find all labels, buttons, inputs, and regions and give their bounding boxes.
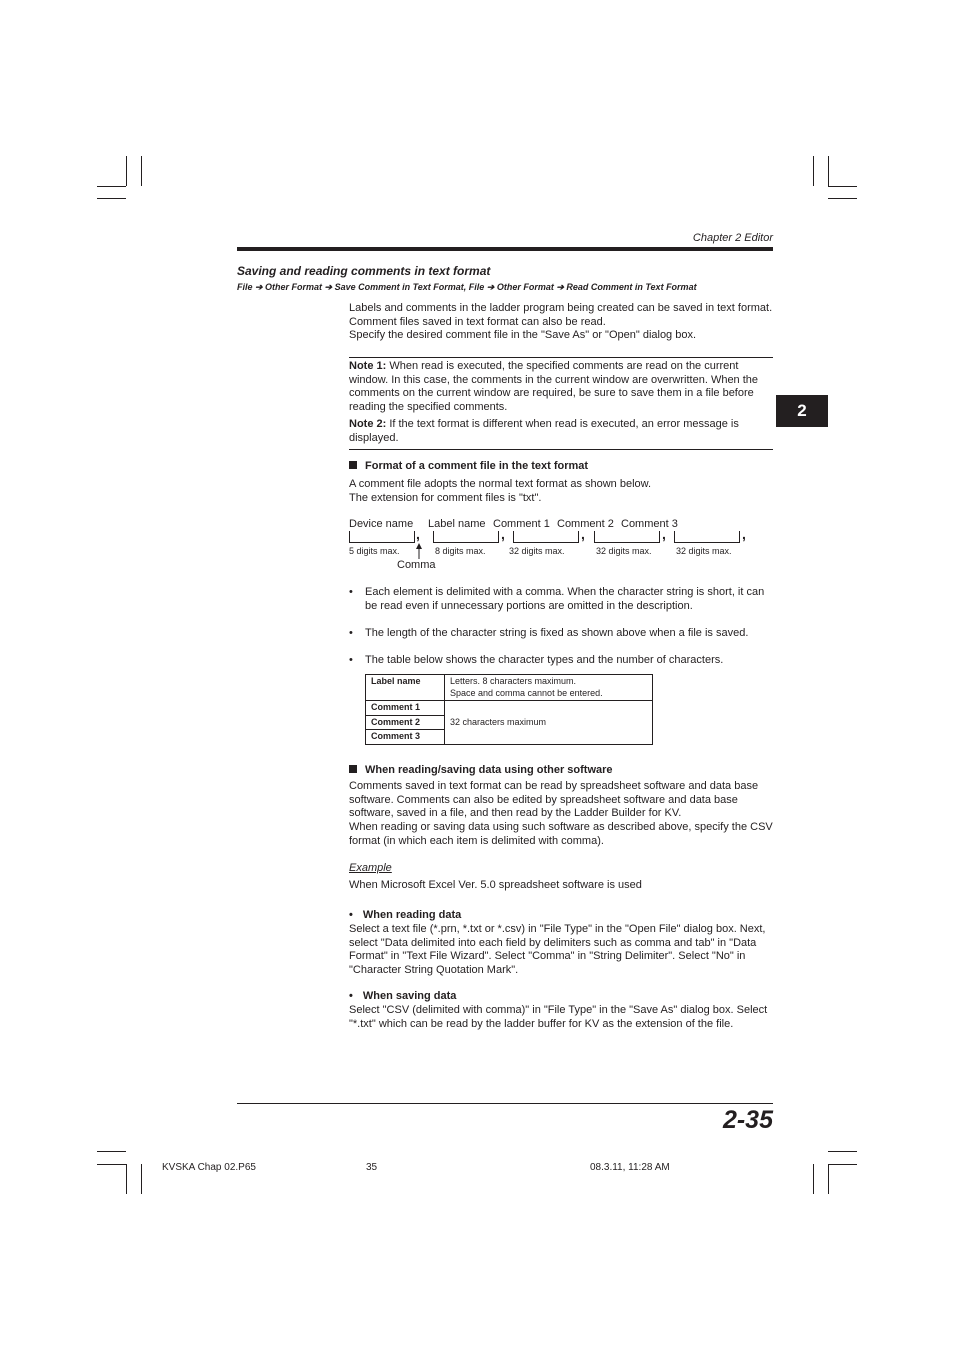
square-bullet-icon [349,461,357,469]
footer-timestamp: 08.3.11, 11:28 AM [590,1162,670,1173]
table-row [366,675,653,701]
chapter-header: Chapter 2 Editor [692,232,773,244]
field-name: Label name [428,518,486,530]
bullet-icon: • [349,586,353,598]
field-box [349,531,415,543]
comma-mark: , [742,526,746,542]
field-max: 5 digits max. [349,546,400,556]
note-1 [349,360,773,415]
bullet-text: The table below shows the character types and the number of characters. [365,654,724,666]
page-number: 2-35 [722,1106,773,1134]
field-box [513,531,579,543]
other-software-heading [349,764,613,776]
reading-heading [349,909,461,921]
comma-mark: , [501,526,505,542]
saving-heading-text: When saving data [362,990,457,1002]
table-key: Label name [366,675,445,701]
field-box [433,531,499,543]
format-heading [349,460,588,472]
table-value [445,675,653,701]
table-key: Comment 3 [366,730,445,745]
field-name: Device name [349,518,414,530]
paragraph: When reading or saving data using such software as described above, specify the CSV format (in which each item is delimited with comma). [349,821,773,847]
bullet-item [349,654,773,668]
table-key: Comment 2 [366,715,445,730]
format-description [349,478,773,505]
example-text: When Microsoft Excel Ver. 5.0 spreadsheet software is used [349,879,642,891]
square-bullet-icon [349,765,357,773]
field-name: Comment 1 [493,518,550,530]
example-label: Example [349,862,392,874]
format-heading-text: Format of a comment file in the text format [365,460,589,472]
bullet-text: The length of the character string is fixed as shown above when a file is saved. [365,627,749,639]
table-key: Comment 1 [366,701,445,716]
note-label: Note 2: [349,417,387,430]
other-software-text [349,780,773,849]
footer-file: KVSKA Chap 02.P65 [162,1162,256,1173]
bullet-item [349,627,773,641]
up-arrow-icon [414,543,424,559]
field-max: 32 digits max. [596,546,652,556]
character-table [365,674,653,745]
note-2 [349,418,773,445]
menu-path: File ➔ Other Format ➔ Save Comment in Text Format, File ➔ Other Format ➔ Read Comment in Text Format [237,282,697,292]
saving-heading [349,990,456,1002]
intro-text [349,302,773,343]
note-text: When read is executed, the specified comments are read on the current window. In this case, the comments in the current window are overwritten. When the comments on the current window are required, be sure to save them in a file before reading the specified comments. [349,360,759,414]
field-max: 32 digits max. [676,546,732,556]
footer-sheet: 35 [366,1162,378,1173]
bullet-icon: • [349,654,353,666]
notes-box [349,357,773,450]
table-value-line: Space and comma cannot be entered. [450,687,603,698]
format-line: A comment file adopts the normal text format as shown below. [349,478,652,490]
other-software-heading-text: When reading/saving data using other software [365,764,613,776]
reading-heading-text: When reading data [362,909,462,921]
saving-text: Select "CSV (delimited with comma)" in "File Type" in the "Save As" dialog box. Select "*.txt" which can be read by the ladder buffer for KV as the extension of the file. [349,1004,768,1030]
comma-label: Comma [397,559,436,571]
field-box [674,531,740,543]
comma-mark: , [662,526,666,542]
field-max: 8 digits max. [435,546,486,556]
chapter-tab: 2 [776,395,828,427]
note-label: Note 1: [349,360,387,372]
bullet-icon: • [349,909,353,921]
intro-paragraph: Labels and comments in the ladder program being created can be saved in text format. Comment files saved in text format can also be read. [349,302,773,328]
table-row [366,701,653,716]
bullet-icon: • [349,990,353,1002]
bullet-item [349,586,773,613]
format-line: The extension for comment files is "txt". [349,491,542,504]
field-name: Comment 2 [557,518,614,530]
intro-paragraph: Specify the desired comment file in the "Save As" or "Open" dialog box. [349,329,697,342]
table-value: 32 characters maximum [445,701,653,745]
bullet-icon: • [349,627,353,639]
comma-mark: , [416,526,420,542]
paragraph: Comments saved in text format can be read by spreadsheet software and data base software. Comments can also be edited by spreadsheet software and data base software, saved in a file, and then read by the Ladder Builder for KV. [349,780,759,820]
section-title: Saving and reading comments in text format [237,264,491,278]
note-text: If the text format is different when read is executed, an error message is displayed. [349,417,739,444]
bullet-text: Each element is delimited with a comma. When the character string is short, it can be read even if unnecessary portions are omitted in the description. [365,586,765,612]
comma-mark: , [581,526,585,542]
field-name: Comment 3 [621,518,678,530]
field-box [594,531,660,543]
reading-text: Select a text file (*.prn, *.txt or *.csv) in "File Type" in the "Open File" dialog box. Next, select "Data delimited into each field by delimiters such as comma and tab" in "Data Format" in "Text File Wizard". Select "Comma" in "String Delimiter". Select "No" in "Character String Quotation Mark". [349,923,766,977]
field-max: 32 digits max. [509,546,565,556]
table-value-line: Letters. 8 characters maximum. [450,676,577,686]
footer-rule [237,1103,773,1104]
header-rule [237,247,773,251]
